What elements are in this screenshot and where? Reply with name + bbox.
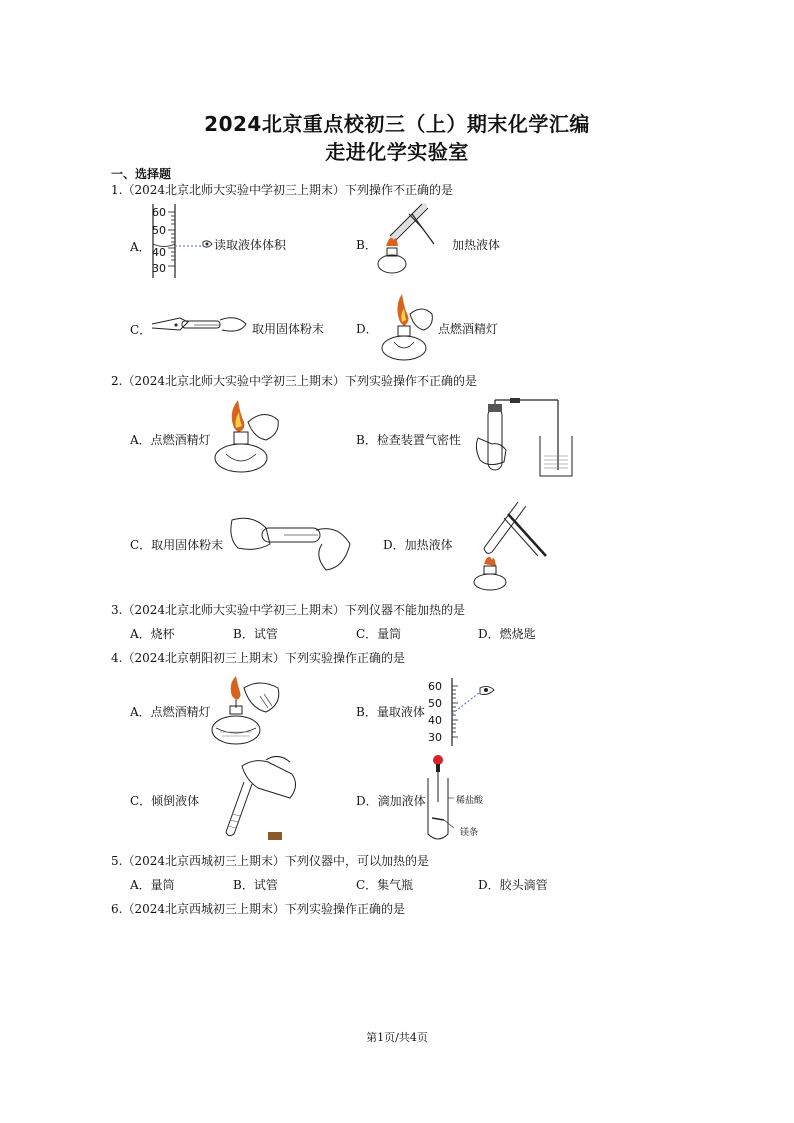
- q4-d-label-acid: 稀盐酸: [456, 796, 484, 806]
- q2-option-d[interactable]: D．加热液体: [383, 538, 453, 552]
- section-heading: 一、选择题: [111, 167, 172, 181]
- q4-stem: 4.（2024北京朝阳初三上期末）下列实验操作正确的是: [111, 651, 405, 665]
- q4-option-d[interactable]: D．滴加液体: [356, 794, 426, 808]
- q5-stem: 5.（2024北京西城初三上期末）下列仪器中，可以加热的是: [111, 854, 429, 868]
- q4-option-a[interactable]: A．点燃酒精灯: [130, 705, 211, 719]
- q6-stem: 6.（2024北京西城初三上期末）下列实验操作正确的是: [111, 902, 405, 916]
- q5-option-c[interactable]: C．集气瓶: [356, 878, 414, 892]
- doc-subtitle: 走进化学实验室: [325, 140, 469, 164]
- q3-option-b[interactable]: B．试管: [233, 627, 278, 641]
- q1-a-caption: 读取液体体积: [214, 238, 287, 252]
- q2-option-c[interactable]: C．取用固体粉末: [130, 538, 224, 552]
- q4-b-tick-40: 40: [428, 714, 442, 727]
- q4-b-tick-30: 30: [428, 731, 442, 744]
- q4-b-tick-50: 50: [428, 697, 442, 710]
- q1-option-d[interactable]: D．: [356, 322, 378, 336]
- q1-stem: 1.（2024北京北师大实验中学初三上期末）下列操作不正确的是: [111, 183, 453, 197]
- q4-d-label-magnesium: 镁条: [460, 828, 479, 838]
- q3-option-a[interactable]: A．烧杯: [130, 627, 175, 641]
- q2-stem: 2.（2024北京北师大实验中学初三上期末）下列实验操作不正确的是: [111, 374, 477, 388]
- q3-stem: 3.（2024北京北师大实验中学初三上期末）下列仪器不能加热的是: [111, 603, 465, 617]
- doc-title: 2024北京重点校初三（上）期末化学汇编: [204, 112, 590, 136]
- q3-option-c[interactable]: C．量筒: [356, 627, 402, 641]
- q3-option-d[interactable]: D．燃烧匙: [478, 627, 536, 641]
- q1-a-tick-30: 30: [152, 262, 166, 275]
- q1-option-c[interactable]: C．: [130, 323, 152, 337]
- q1-option-a[interactable]: A．: [130, 240, 151, 254]
- q5-option-d[interactable]: D．胶头滴管: [478, 878, 548, 892]
- q4-b-tick-60: 60: [428, 680, 442, 693]
- q2-option-b[interactable]: B．检查装置气密性: [356, 433, 461, 447]
- q1-option-b[interactable]: B．: [356, 238, 377, 252]
- q5-option-a[interactable]: A．量筒: [130, 878, 175, 892]
- page-footer: 第1页/共4页: [366, 1031, 428, 1044]
- q1-a-tick-50: 50: [152, 224, 166, 237]
- q5-option-b[interactable]: B．试管: [233, 878, 278, 892]
- q1-b-caption: 加热液体: [452, 238, 501, 252]
- q1-a-tick-40: 40: [152, 246, 166, 259]
- q4-option-c[interactable]: C．倾倒液体: [130, 794, 200, 808]
- q1-a-tick-60: 60: [152, 206, 166, 219]
- q4-option-b[interactable]: B．量取液体: [356, 705, 425, 719]
- q1-d-caption: 点燃酒精灯: [438, 322, 499, 336]
- q1-c-caption: 取用固体粉末: [252, 322, 325, 336]
- q2-option-a[interactable]: A．点燃酒精灯: [130, 433, 211, 447]
